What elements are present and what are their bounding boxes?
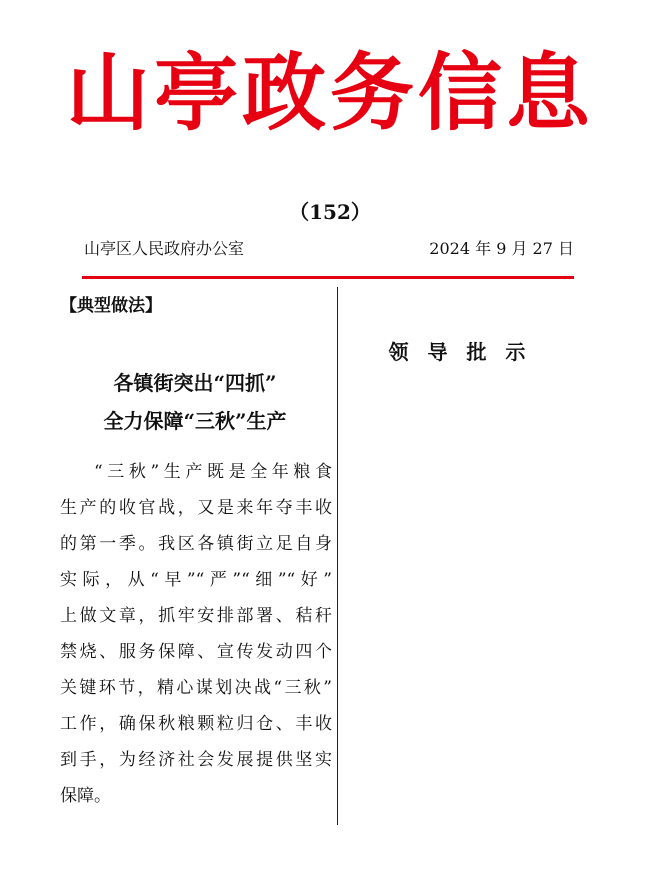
body-line: 的第一季。我区各镇街立足自身 bbox=[60, 534, 332, 554]
body-line: 工作，确保秋粮颗粒归仓、丰收 bbox=[60, 714, 332, 734]
body-line: 保障。 bbox=[60, 786, 111, 806]
article-body bbox=[60, 454, 332, 814]
leader-instructions-heading: 领 导 批 示 bbox=[388, 340, 532, 364]
body-line: 关键环节，精心谋划决战“三秋” bbox=[60, 678, 332, 698]
red-separator-rule bbox=[82, 276, 574, 279]
issue-number: （152） bbox=[289, 200, 371, 224]
article-title-line: 各镇街突出“四抓” bbox=[113, 371, 277, 395]
issue-date: 2024 年 9 月 27 日 bbox=[429, 239, 574, 258]
section-tag: 【典型做法】 bbox=[60, 296, 162, 316]
article-title bbox=[60, 364, 330, 440]
article-title-line: 全力保障“三秋”生产 bbox=[103, 409, 287, 433]
masthead-title: 山亭政务信息 bbox=[65, 43, 594, 142]
body-line: 实际，从“早”“严”“细”“好” bbox=[60, 570, 332, 590]
body-line: 禁烧、服务保障、宣传发动四个 bbox=[60, 642, 332, 662]
body-line: 到手，为经济社会发展提供坚实 bbox=[60, 750, 332, 770]
body-line: 上做文章，抓牢安排部署、秸秆 bbox=[60, 606, 332, 626]
body-line: “三秋”生产既是全年粮食 bbox=[94, 462, 332, 482]
body-line: 生产的收官战，又是来年夺丰收 bbox=[60, 498, 332, 518]
column-divider bbox=[337, 287, 338, 825]
issuer-name: 山亭区人民政府办公室 bbox=[84, 239, 245, 258]
